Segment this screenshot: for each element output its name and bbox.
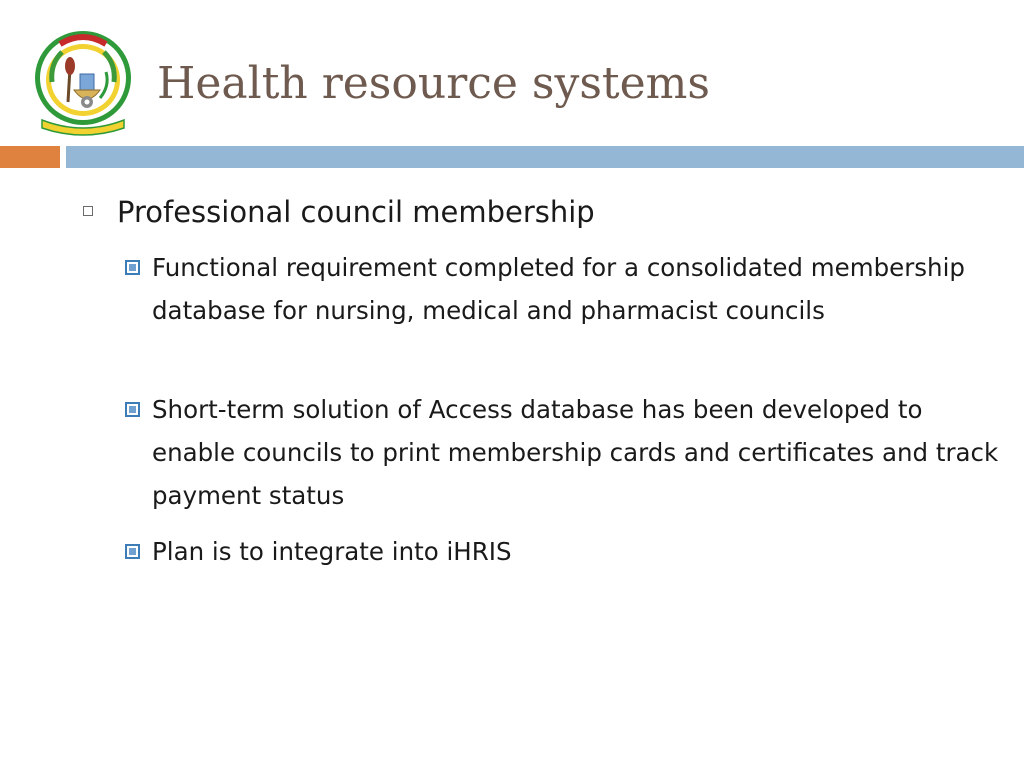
bullet-level2: Functional requirement completed for a consolidated membership database for nursing, medical and pharmacist councils <box>152 253 965 325</box>
accent-band-orange <box>0 146 60 168</box>
bullet-level2: Short-term solution of Access database has been developed to enable councils to print membership cards and certificates and track payment status <box>152 395 999 510</box>
bullet-level2: Plan is to integrate into iHRIS <box>152 537 512 566</box>
slide-title: Health resource systems <box>157 58 710 109</box>
square-bullet-icon <box>83 206 93 216</box>
square-bullet-icon <box>125 544 140 559</box>
accent-band-blue <box>66 146 1024 168</box>
square-bullet-icon <box>125 402 140 417</box>
bullet-level1: Professional council membership <box>117 195 595 229</box>
rwanda-coat-of-arms-icon <box>30 24 136 136</box>
square-bullet-icon <box>125 260 140 275</box>
